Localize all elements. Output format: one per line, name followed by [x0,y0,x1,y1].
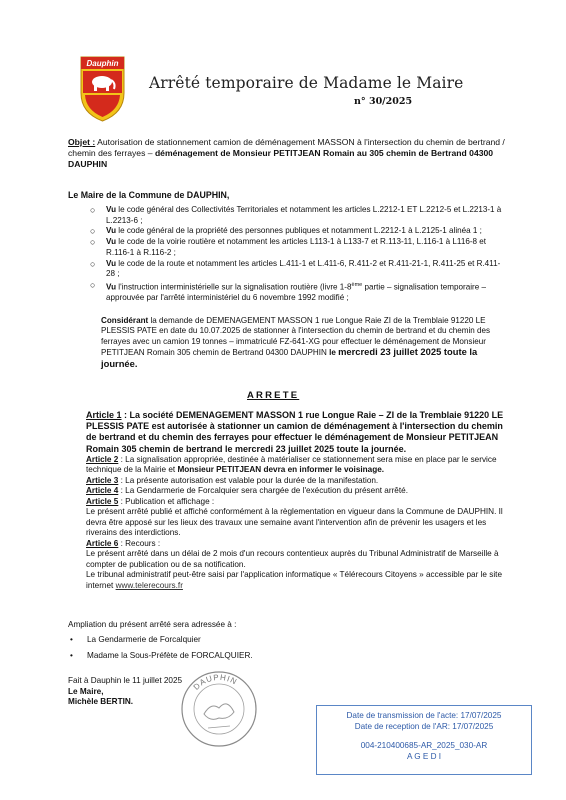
bullet-icon: • [70,651,73,660]
vu-text: l'instruction interministérielle sur la signalisation routière (livre 1-8 [116,282,352,292]
vu-lead: Vu [106,205,117,214]
vu-text: le code général de la propriété des personnes publiques et notamment L.2212-1 à L.2125-1 alinéa 1 ; [116,226,482,236]
vu-item [90,226,508,237]
article-2-label: Article 2 [86,454,119,464]
signature-role: Le Maire, [68,686,104,696]
ampliation-item [68,651,368,662]
article-3-text: : La présente autorisation est valable pour la durée de la manifestation. [118,475,379,485]
vu-text: partie – signalisation temporaire – approuvée par l'arrêté interministériel du 6 novembre 1992 modifié ; [106,282,486,303]
bullet-icon: ○ [90,205,96,215]
ampliation-item-text: Madame la Sous-Préfète de FORCALQUIER. [87,651,253,660]
telerecours-link[interactable]: www.telerecours.fr [115,580,183,590]
objet-paragraph [68,137,505,171]
maire-line: Le Maire de la Commune de DAUPHIN, [68,190,230,200]
vu-list [90,205,508,304]
article-6-label: Article 6 [86,538,119,548]
vu-text: le code de la route et notamment les articles L.411-1 et L.411-6, R.411-2 et R.411-21-1, R.411-25 et R.411-28 ; [106,258,501,279]
article-5-body: Le présent arrêté publié et affiché conformément à la règlementation en vigueur dans la Commune de DAUPHIN. Il devra être apposé sur les lieux des travaux une semaine avant l'intervention afin de prévenir les usagers et les riverains des interdictions. [86,507,503,538]
considerant-date: mercredi 23 juillet 2025 toute la journée. [101,346,478,369]
vu-lead: Vu [106,258,117,268]
article-1 [86,410,507,455]
stamp-lettering: DAUPHIN [191,672,239,692]
article-2-bold: Monsieur PETITJEAN devra en informer le voisinage. [177,465,385,475]
articles-block [86,410,507,591]
ampliation-item-text: La Gendarmerie de Forcalquier [87,634,201,644]
objet-text: Autorisation de stationnement camion de déménagement MASSON à l'intersection du chemin de bertrand / chemin des ferrayes – [68,137,505,159]
vu-text: le code général des Collectivités Territoriales et notamment les articles L.2212-1 ET L.2212-5 et L.2213-1 à L.2213-6 ; [106,205,502,225]
signature-name: Michèle BERTIN. [68,697,134,707]
ampliation-item [68,635,368,646]
considerant-lead: Considérant [101,316,149,325]
article-6-body: Le présent arrêté dans un délai de 2 mois d'un recours contentieux auprès du Tribunal Administratif de Marseille à compter de publication ou de sa notification. [86,549,499,569]
page-title: Arrêté temporaire de Madame le Maire [149,74,464,92]
considerant-text: la demande de DEMENAGEMENT MASSON 1 rue Longue Raie ZI de la Tremblaie 91220 LE PLESSIS PATE en date du 10.07.2025 de stationner à l'intersection du chemin de bertrand et du chemin des ferrayes avec un camion 19 tonnes – immatriculé FZ-641-XG pour effectuer le déménagement de Monsieur PETITJEAN Romain 305 chemin de Bertrand 04300 DAUPHIN [101,316,491,358]
dauphin-crest-logo [79,55,126,123]
objet-bold-text: déménagement de Monsieur PETITJEAN Romain au 305 chemin de Bertrand 04300 DAUPHIN [68,148,494,170]
arrete-heading: ARRETE [247,390,300,401]
article-1-label: Article 1 [86,410,122,420]
vu-superscript: ème [351,281,363,288]
considerant-paragraph [101,316,507,370]
signature-place-date: Fait à Dauphin le 11 juillet 2025 [68,676,183,685]
article-6-body-2 [86,570,507,591]
vu-item [90,205,508,226]
article-5 [86,497,507,508]
article-6 [86,539,507,550]
article-5-label: Article 5 [86,496,119,506]
ar-agent: A G E D I [406,752,442,762]
article-6-body-2-text: Le tribunal administratif peut-être saisi par l'application informatique « Télérecours Citoyens » accessible par le site internet [86,570,502,590]
vu-lead: Vu [106,237,117,247]
signature-block [68,676,182,708]
crest-lettering: Dauphin [86,59,119,68]
vu-lead: Vu [106,226,117,236]
arrete-number: n° 30/2025 [354,96,413,107]
article-2-text: : La signalisation appropriée, destinée à matérialiser ce stationnement sera mise en place par le service technique de la Mairie et [86,454,497,475]
article-4-label: Article 4 [86,486,119,496]
article-4 [86,486,507,497]
mairie-stamp [178,668,260,750]
ar-transmission-date: Date de transmission de l'acte: 17/07/2025 [346,711,502,720]
vu-lead: Vu [106,282,117,292]
ampliation-heading: Ampliation du présent arrêté sera adressée à : [68,620,237,629]
article-3 [86,476,507,487]
objet-label: Objet : [68,137,96,147]
article-4-text: : La Gendarmerie de Forcalquier sera chargée de l'exécution du présent arrêté. [118,486,408,496]
vu-item [90,237,508,258]
article-6-text: : Recours : [118,538,161,548]
bullet-icon: ○ [90,226,96,237]
article-5-text: : Publication et affichage : [118,496,215,506]
bullet-icon: ○ [90,237,96,248]
ampliation-list [68,635,368,662]
vu-text: le code de la voirie routière et notamment les articles L113-1 à L133-7 et R.113-11, L.116-1 à L116-8 et R.116-1 à R.116-2 ; [106,237,487,257]
bullet-icon: • [70,634,73,644]
considerant-bold: le [329,348,336,358]
article-3-label: Article 3 [86,475,119,485]
ar-reference: 004-210400685-AR_2025_030-AR [360,740,488,750]
bullet-icon: ○ [90,258,96,269]
article-1-text: : La société DEMENAGEMENT MASSON 1 rue Longue Raie – ZI de la Tremblaie 91220 LE PLESSIS PATE est autorisée à stationner un camion de déménagement à l'intersection du chemin de bertrand et du chemin des ferrayes pour effectuer le déménagement de Monsieur PETITJEAN Romain 305 chemin de bertrand le mercredi 23 juillet 2025 toute la journée. [86,410,504,454]
vu-item [90,259,508,280]
ampliation-block [68,620,368,668]
ar-transmission-box [316,705,532,775]
bullet-icon: ○ [90,279,96,290]
vu-item [90,280,508,304]
ar-reception-date: Date de reception de l'AR: 17/07/2025 [354,722,494,732]
article-2 [86,455,507,476]
